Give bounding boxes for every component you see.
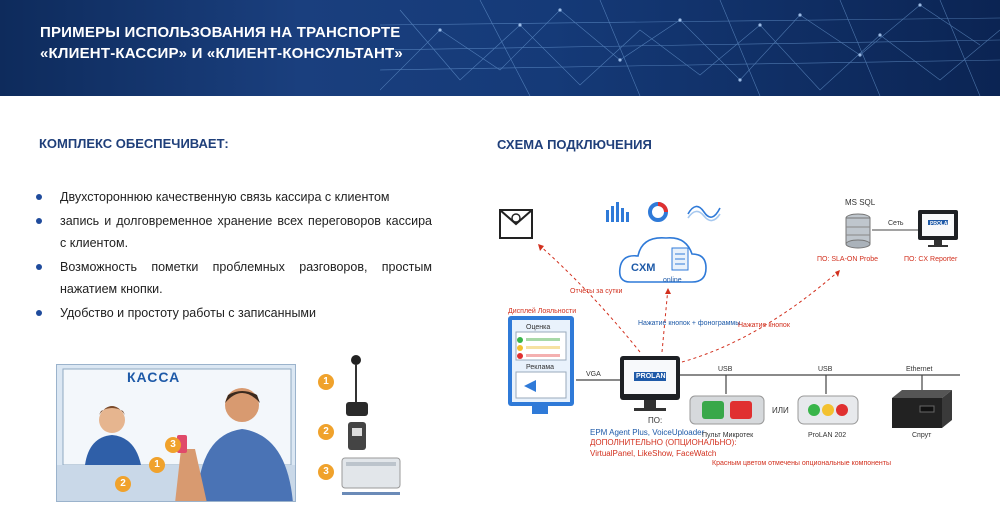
- optional-software-label: VirtualPanel, LikeShow, FaceWatch: [590, 449, 717, 458]
- photo-marker: 1: [149, 457, 165, 473]
- sprut-box-icon: [892, 390, 952, 428]
- po-sla-label: ПО: SLA-ON Probe: [817, 256, 879, 263]
- usb-label: USB: [718, 366, 733, 373]
- keypad-icon: [342, 458, 400, 495]
- report-monitor-icon: [918, 210, 958, 247]
- cloud-label: CXM: [631, 262, 656, 274]
- optional-note: Красным цветом отмечены опциональные компоненты: [712, 460, 892, 467]
- press-label: Нажатие кнопок: [738, 322, 790, 329]
- remote-label: Пульт Микротек: [702, 432, 754, 439]
- device-marker: 2: [318, 424, 334, 440]
- monitor-brand-label: PROLAN: [930, 221, 952, 227]
- devices-column: [312, 350, 402, 500]
- feature-item: Возможность пометки проблемных разговоров, простым нажатием кнопки.: [36, 256, 432, 300]
- feature-item: Удобство и простоту работы с записанными: [36, 302, 432, 324]
- reports-label: Отчеты за сутки: [570, 288, 623, 295]
- slide-title-line1: ПРИМЕРЫ ИСПОЛЬЗОВАНИЯ НА ТРАНСПОРТЕ: [40, 24, 401, 41]
- scheme-drawing: [490, 170, 990, 500]
- device-marker: 3: [318, 464, 334, 480]
- features-list: [36, 186, 432, 326]
- display-label: Дисплей Лояльности: [508, 308, 577, 315]
- features-heading: КОМПЛЕКС ОБЕСПЕЧИВАЕТ:: [39, 136, 229, 151]
- database-icon: [846, 214, 870, 248]
- network-label: Сеть: [888, 220, 904, 227]
- feature-item: Двухстороннюю качественную связь кассира с клиентом: [36, 186, 432, 208]
- microphone-icon: [346, 355, 368, 416]
- network-pattern: [380, 0, 1000, 96]
- feature-item: запись и долговременное хранение всех переговоров кассира с клиентом.: [36, 210, 432, 254]
- display-ads-label: Реклама: [526, 364, 555, 371]
- slide-title-line2: «КЛИЕНТ-КАССИР» И «КЛИЕНТ-КОНСУЛЬТАНТ»: [40, 45, 403, 62]
- prolan-keypad-icon: [798, 396, 858, 424]
- cloud-sub-label: online: [663, 277, 682, 284]
- photo-marker: 3: [165, 437, 181, 453]
- devices-icons: [340, 350, 402, 500]
- press-photo-label: Нажатие кнопок + фонограммы: [638, 320, 741, 327]
- slide-header: [0, 0, 1000, 96]
- ms-sql-label: MS SQL: [845, 198, 876, 207]
- vga-label: VGA: [586, 371, 601, 378]
- ethernet-label: Ethernet: [906, 366, 933, 373]
- photo-marker: 2: [115, 476, 131, 492]
- pc-brand-label: PROLAN: [636, 373, 666, 380]
- optional-label: ДОПОЛНИТЕЛЬНО (ОПЦИОНАЛЬНО):: [590, 438, 737, 447]
- or-label: ИЛИ: [772, 406, 789, 415]
- prolan-label: ProLAN 202: [808, 432, 847, 439]
- email-icon: [500, 210, 532, 238]
- cashier-illustration: [56, 364, 296, 502]
- usb-label: USB: [818, 366, 833, 373]
- button-panel-icon: [690, 396, 764, 424]
- analytics-icons: [606, 202, 720, 222]
- cashier-scene: [57, 365, 296, 502]
- po-software-label: EPM Agent Plus, VoiceUploader: [590, 428, 705, 437]
- sprut-label: Спрут: [912, 432, 932, 439]
- display-rating-label: Оценка: [526, 324, 551, 331]
- scheme-heading: СХЕМА ПОДКЛЮЧЕНИЯ: [497, 137, 652, 152]
- device-marker: 1: [318, 374, 334, 390]
- slide-title: [40, 22, 403, 64]
- connection-scheme: [490, 170, 990, 500]
- card-reader-icon: [348, 422, 366, 450]
- po-label: ПО:: [648, 416, 663, 425]
- cloud-icon: [620, 238, 706, 282]
- pc-monitor-icon: [620, 356, 680, 411]
- kassa-sign: КАССА: [127, 369, 181, 385]
- po-cx-label: ПО: CX Reporter: [904, 256, 958, 263]
